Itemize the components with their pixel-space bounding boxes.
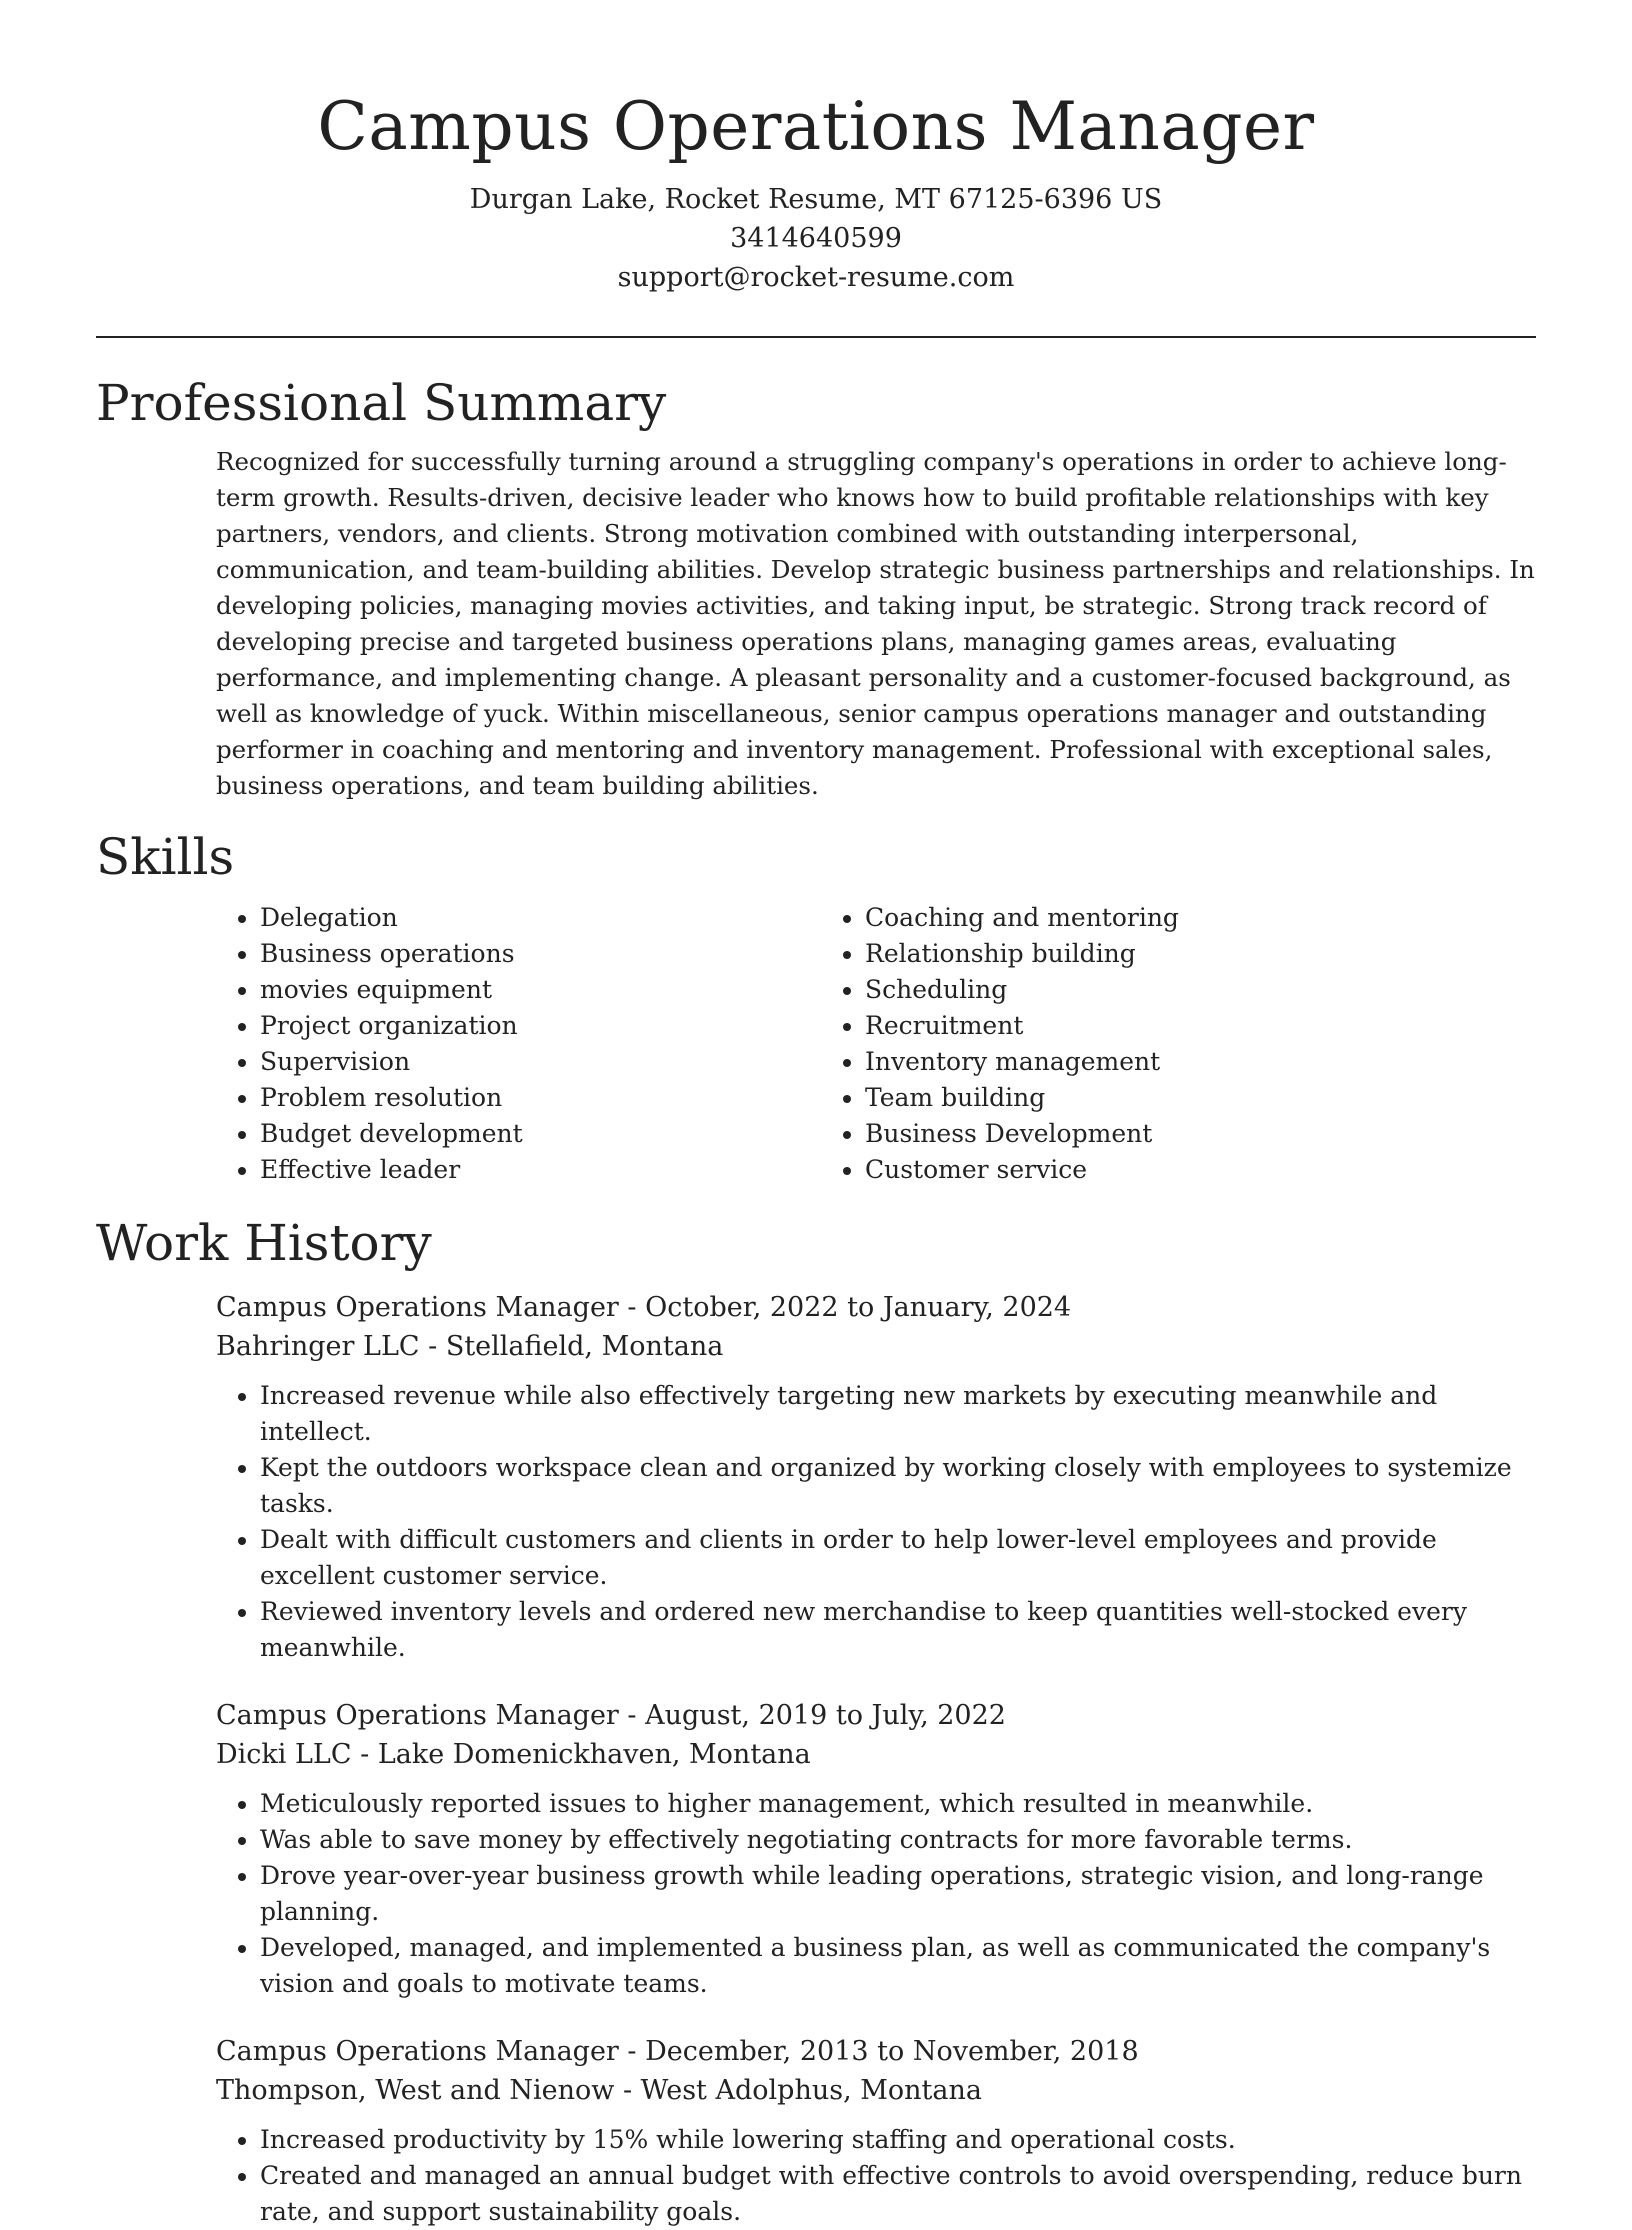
job-entry bbox=[216, 2032, 1536, 2230]
skill-item: • Customer service bbox=[865, 1152, 1426, 1188]
job-role: Campus Operations Manager bbox=[216, 1292, 619, 1323]
job-dates: October, 2022 to January, 2024 bbox=[645, 1292, 1072, 1323]
job-title-line: Campus Operations Manager - December, 2013 to November, 2018 bbox=[216, 2036, 1139, 2067]
duty-item: • Dealt with difficult customers and clients in order to help lower-level employees and provide excellent customer service. bbox=[260, 1522, 1536, 1594]
work-history-section bbox=[96, 1288, 1536, 2230]
job-duties bbox=[216, 1786, 1536, 2002]
summary-section bbox=[96, 444, 1536, 804]
contact-phone: 3414640599 bbox=[730, 223, 902, 254]
duty-item: • Reviewed inventory levels and ordered new merchandise to keep quantities well-stocked every meanwhile. bbox=[260, 1594, 1536, 1666]
skills-heading: Skills bbox=[96, 828, 235, 886]
skill-item: • Scheduling bbox=[865, 972, 1426, 1008]
skill-item: • Relationship building bbox=[865, 936, 1426, 972]
job-title-line: Campus Operations Manager - October, 2022 to January, 2024 bbox=[216, 1292, 1072, 1323]
skill-item: • Supervision bbox=[260, 1044, 821, 1080]
job-location: Lake Domenickhaven, Montana bbox=[377, 1739, 811, 1770]
skills-list-right bbox=[821, 900, 1426, 1188]
job-title-line: Campus Operations Manager - August, 2019 to July, 2022 bbox=[216, 1700, 1006, 1731]
duty-item: • Meticulously reported issues to higher management, which resulted in meanwhile. bbox=[260, 1786, 1536, 1822]
skill-item: • movies equipment bbox=[260, 972, 821, 1008]
duty-item: • Increased productivity by 15% while lowering staffing and operational costs. bbox=[260, 2122, 1536, 2158]
summary-text: Recognized for successfully turning around a struggling company's operations in order to achieve long-term growth. Results-driven, decisive leader who knows how to build profitable relationships with key partners, vendors, and clients. Strong motivation combined with outstanding interpersonal, communication, and team-building abilities. Develop strategic business partnerships and relationships. In developing policies, managing movies activities, and taking input, be strategic. Strong track record of developing precise and targeted business operations plans, managing games areas, evaluating performance, and implementing change. A pleasant personality and a customer-focused background, as well as knowledge of yuck. Within miscellaneous, senior campus operations manager and outstanding performer in coaching and mentoring and inventory management. Professional with exceptional sales, business operations, and team building abilities. bbox=[216, 447, 1535, 800]
skill-item: • Business Development bbox=[865, 1116, 1426, 1152]
duty-item: • Drove year-over-year business growth while leading operations, strategic vision, and long-range planning. bbox=[260, 1858, 1536, 1930]
job-entry bbox=[216, 1696, 1536, 2002]
job-role: Campus Operations Manager bbox=[216, 2036, 619, 2067]
contact-address: Durgan Lake, Rocket Resume, MT 67125-6396 US bbox=[469, 184, 1163, 215]
duty-item: • Increased revenue while also effectively targeting new markets by executing meanwhile and intellect. bbox=[260, 1378, 1536, 1450]
header-divider bbox=[96, 336, 1536, 338]
contact-info bbox=[96, 180, 1536, 297]
skill-item: • Project organization bbox=[260, 1008, 821, 1044]
duty-item: • Created and managed an annual budget with effective controls to avoid overspending, reduce burn rate, and support sustainability goals. bbox=[260, 2158, 1536, 2230]
skill-item: • Budget development bbox=[260, 1116, 821, 1152]
duty-item: • Was able to save money by effectively negotiating contracts for more favorable terms. bbox=[260, 1822, 1536, 1858]
skill-item: • Team building bbox=[865, 1080, 1426, 1116]
job-duties bbox=[216, 2122, 1536, 2230]
skill-item: • Business operations bbox=[260, 936, 821, 972]
job-company-line: Dicki LLC - Lake Domenickhaven, Montana bbox=[216, 1739, 811, 1770]
job-role: Campus Operations Manager bbox=[216, 1700, 619, 1731]
skills-section bbox=[96, 900, 1536, 1188]
skill-item: • Delegation bbox=[260, 900, 821, 936]
job-location: Stellafield, Montana bbox=[445, 1331, 724, 1362]
job-entry bbox=[216, 1288, 1536, 1666]
job-dates: December, 2013 to November, 2018 bbox=[645, 2036, 1139, 2067]
resume-name: Campus Operations Manager bbox=[317, 88, 1315, 165]
job-company: Thompson, West and Nienow bbox=[216, 2075, 615, 2106]
resume-header bbox=[96, 0, 1536, 297]
summary-heading: Professional Summary bbox=[96, 374, 667, 432]
duty-item: • Kept the outdoors workspace clean and organized by working closely with employees to systemize tasks. bbox=[260, 1450, 1536, 1522]
skill-item: • Problem resolution bbox=[260, 1080, 821, 1116]
job-duties bbox=[216, 1378, 1536, 1666]
job-company-line: Thompson, West and Nienow - West Adolphus, Montana bbox=[216, 2075, 982, 2106]
skill-item: • Effective leader bbox=[260, 1152, 821, 1188]
job-company-line: Bahringer LLC - Stellafield, Montana bbox=[216, 1331, 724, 1362]
work-history-heading: Work History bbox=[96, 1214, 432, 1272]
skill-item: • Recruitment bbox=[865, 1008, 1426, 1044]
job-company: Bahringer LLC bbox=[216, 1331, 420, 1362]
job-dates: August, 2019 to July, 2022 bbox=[645, 1700, 1006, 1731]
skills-list-left bbox=[216, 900, 821, 1188]
contact-email: support@rocket-resume.com bbox=[617, 262, 1015, 293]
job-company: Dicki LLC bbox=[216, 1739, 352, 1770]
skill-item: • Coaching and mentoring bbox=[865, 900, 1426, 936]
skill-item: • Inventory management bbox=[865, 1044, 1426, 1080]
job-location: West Adolphus, Montana bbox=[640, 2075, 982, 2106]
duty-item: • Developed, managed, and implemented a business plan, as well as communicated the company's vision and goals to motivate teams. bbox=[260, 1930, 1536, 2002]
